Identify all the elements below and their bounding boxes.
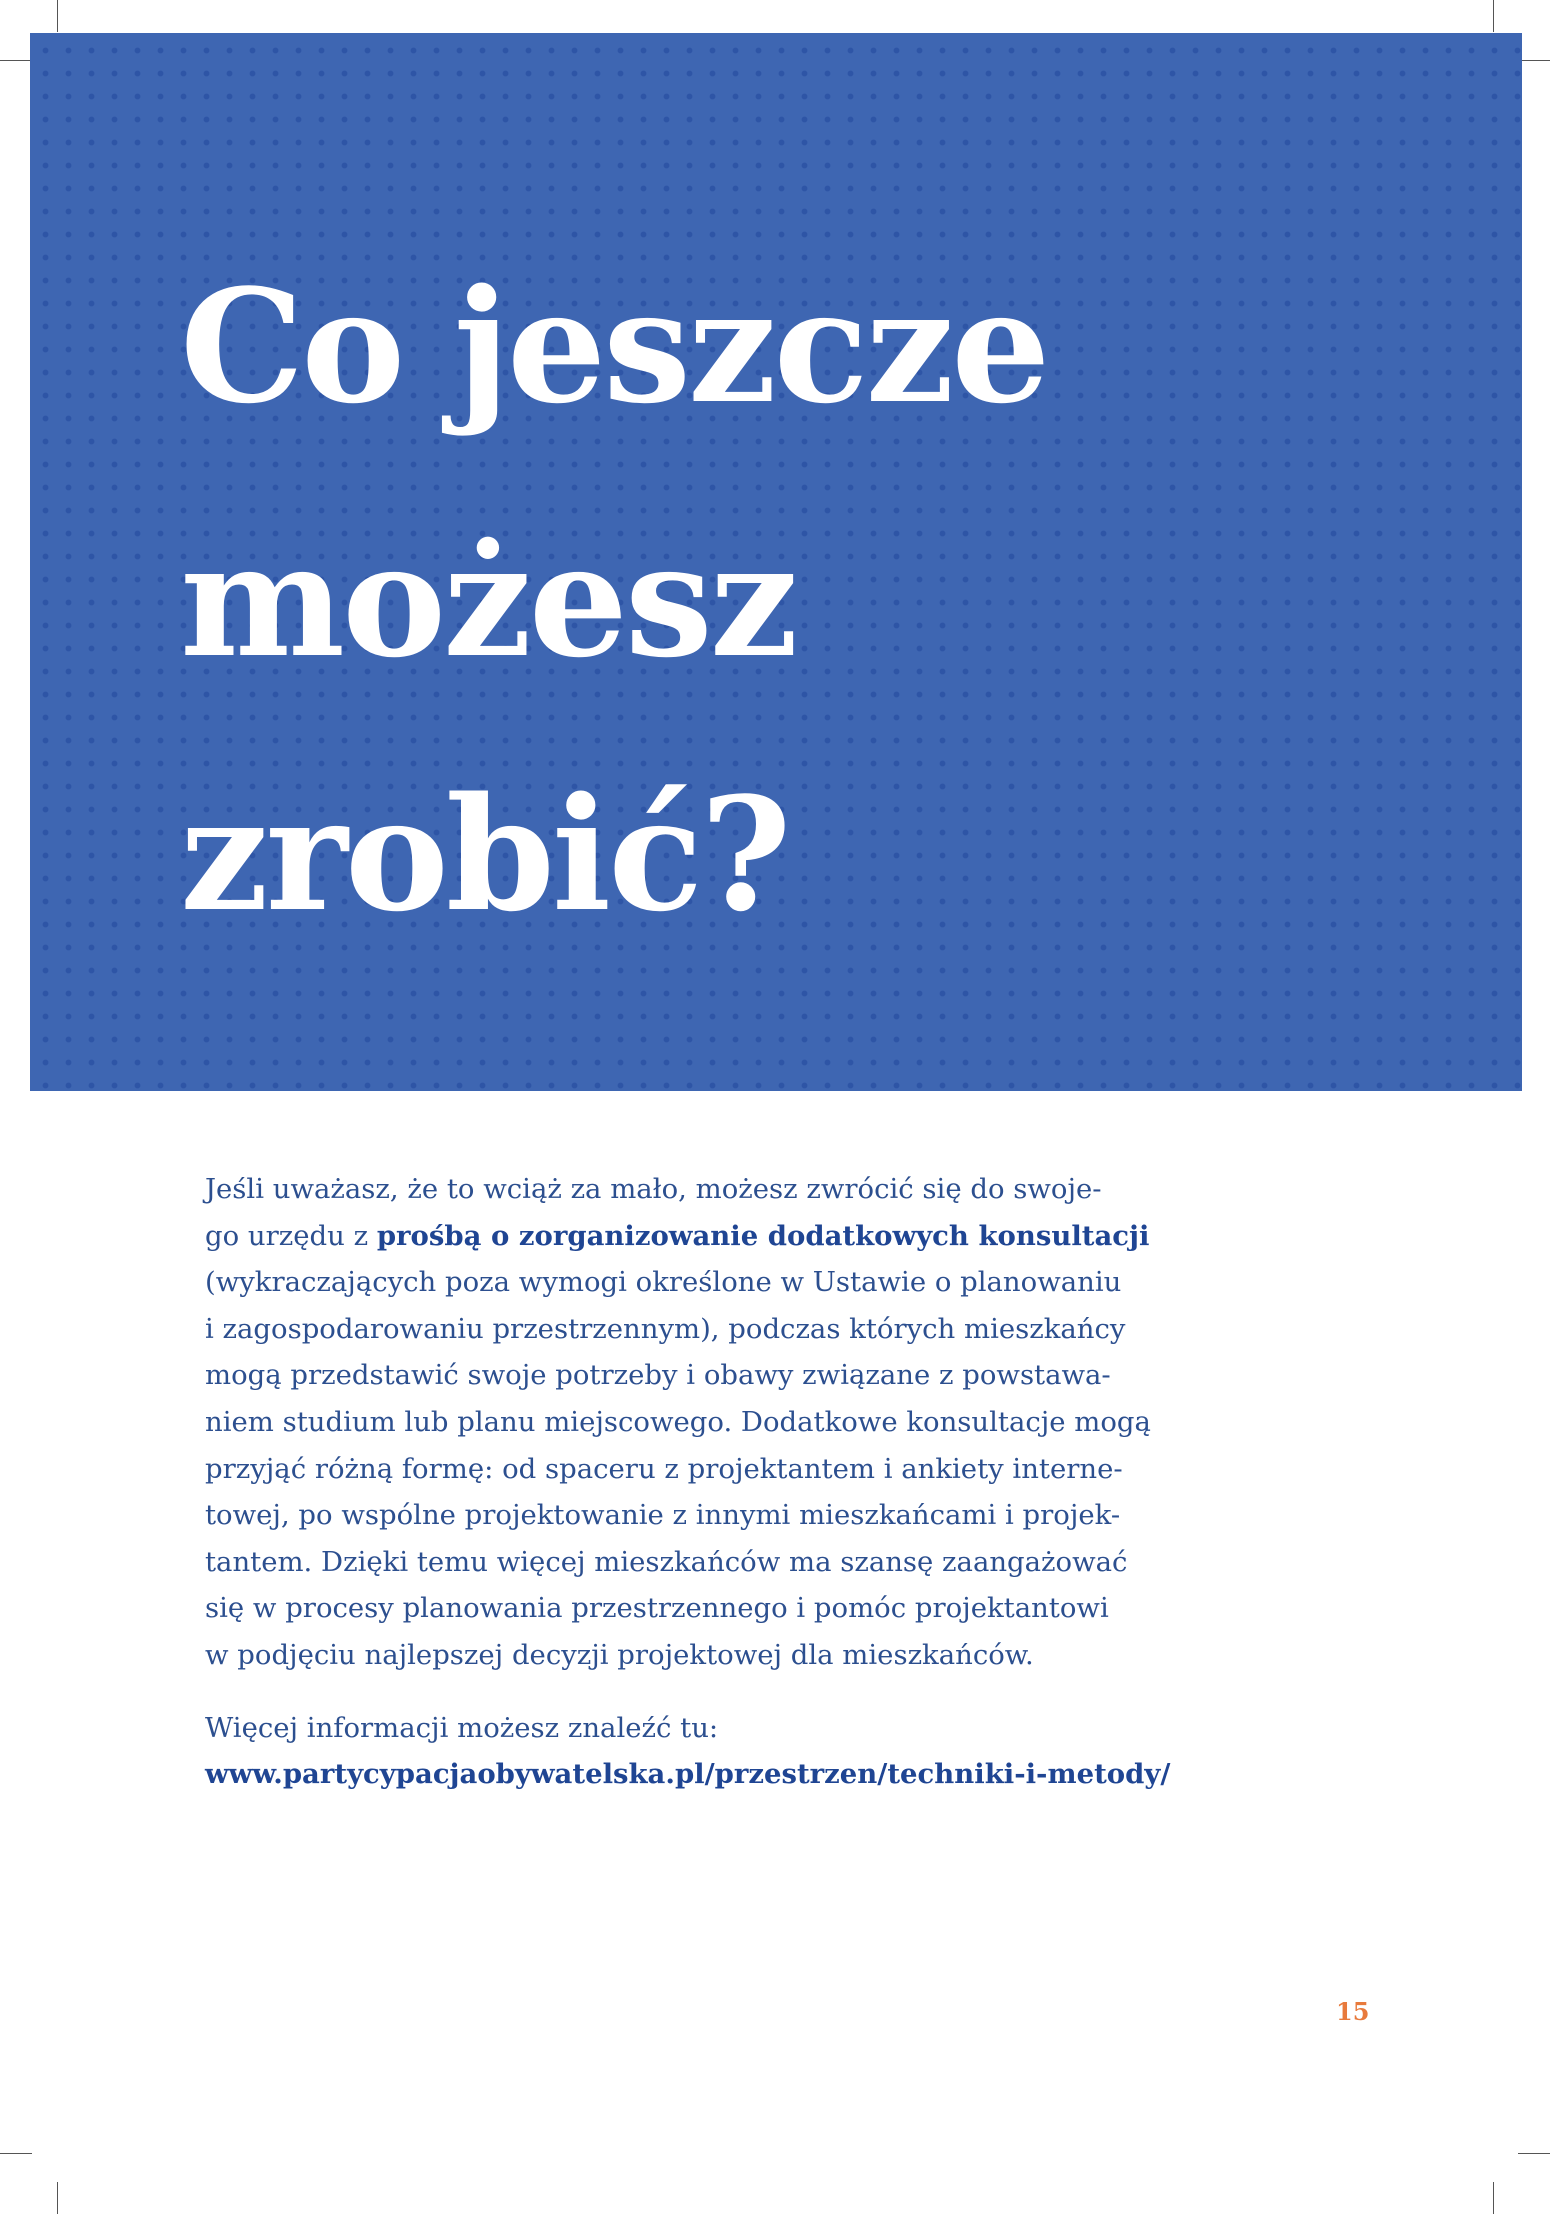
- more-info: [205, 1705, 1170, 1797]
- crop-mark: [57, 2182, 58, 2214]
- body-line: mogą przedstawić swoje potrzeby i obawy związane z powstawa-: [205, 1359, 1111, 1392]
- highlighted-phrase: prośbą o zorganizowanie dodatkowych konsultacji: [376, 1219, 1150, 1252]
- crop-mark: [1493, 2182, 1494, 2214]
- body-paragraph: [205, 1166, 1195, 1679]
- body-line: Jeśli uważasz, że to wciąż za mało, możesz zwrócić się do swoje-: [205, 1173, 1102, 1205]
- more-info-label: Więcej informacji możesz znaleźć tu:: [205, 1712, 719, 1744]
- title-line: zrobić?: [180, 763, 789, 946]
- body-text-segment: go urzędu z: [205, 1219, 377, 1252]
- title-line: możesz: [180, 509, 796, 692]
- page-number: 15: [1336, 1997, 1370, 2026]
- body-line: tantem. Dzięki temu więcej mieszkańców ma szansę zaangażować: [205, 1545, 1128, 1578]
- title-line: Co jeszcze: [180, 255, 1048, 438]
- crop-mark: [1493, 0, 1494, 32]
- body-line: [205, 1213, 1195, 1260]
- body-line: towej, po wspólne projektowanie z innymi mieszkańcami i projek-: [205, 1499, 1121, 1532]
- more-info-link[interactable]: www.partycypacjaobywatelska.pl/przestrzen/techniki-i-metody/: [205, 1758, 1171, 1790]
- crop-mark: [0, 2153, 32, 2154]
- body-line: się w procesy planowania przestrzennego i pomóc projektantowi: [205, 1592, 1109, 1625]
- crop-mark: [1518, 60, 1550, 61]
- crop-mark: [1518, 2153, 1550, 2154]
- body-line: (wykraczających poza wymogi określone w Ustawie o planowaniu: [205, 1266, 1122, 1299]
- crop-mark: [0, 60, 32, 61]
- body-line: niem studium lub planu miejscowego. Dodatkowe konsultacje mogą: [205, 1405, 1151, 1438]
- crop-mark: [57, 0, 58, 32]
- body-line: w podjęciu najlepszej decyzji projektowej dla mieszkańców.: [205, 1638, 1034, 1671]
- body-line: przyjąć różną formę: od spaceru z projektantem i ankiety interne-: [205, 1452, 1123, 1485]
- body-line: i zagospodarowaniu przestrzennym), podczas których mieszkańcy: [205, 1312, 1126, 1345]
- page-title: [180, 220, 1280, 982]
